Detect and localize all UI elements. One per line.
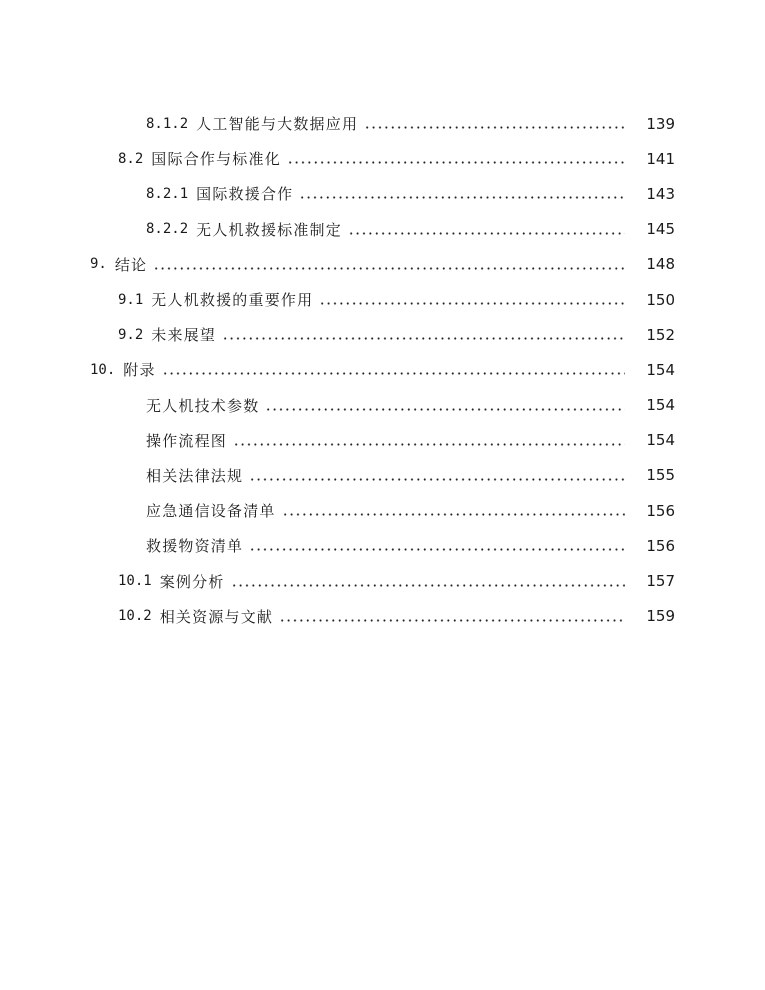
dot-leader xyxy=(282,513,625,516)
toc-entry-10-1[interactable] xyxy=(0,563,765,598)
toc-entry-page: 154 xyxy=(646,360,675,379)
toc-entry-number: 8.2.2 xyxy=(146,221,189,238)
toc-entry-8-2-2[interactable] xyxy=(0,212,765,247)
dot-leader xyxy=(299,196,625,199)
dot-leader xyxy=(348,232,625,235)
toc-entry-title: 案例分析 xyxy=(159,572,225,591)
toc-entry-page: 148 xyxy=(646,255,675,274)
dot-leader xyxy=(249,548,625,551)
toc-entry-page: 156 xyxy=(646,501,675,520)
table-of-contents xyxy=(0,106,765,634)
toc-entry-comm-equipment[interactable] xyxy=(0,493,765,528)
toc-entry-title: 结论 xyxy=(114,255,148,274)
toc-entry-8-2[interactable] xyxy=(0,141,765,176)
toc-entry-title: 无人机救援的重要作用 xyxy=(151,291,314,310)
toc-entry-10[interactable] xyxy=(0,352,765,387)
toc-entry-regulations[interactable] xyxy=(0,458,765,493)
dot-leader xyxy=(153,267,625,270)
toc-entry-page: 152 xyxy=(646,325,675,344)
toc-entry-page: 157 xyxy=(646,572,675,591)
dot-leader xyxy=(287,161,625,164)
toc-entry-flowchart[interactable] xyxy=(0,423,765,458)
toc-entry-page: 150 xyxy=(646,290,675,309)
dot-leader xyxy=(265,408,625,411)
dot-leader xyxy=(162,372,625,375)
toc-entry-title: 未来展望 xyxy=(151,326,217,345)
toc-entry-page: 156 xyxy=(646,536,675,555)
dot-leader xyxy=(319,302,625,305)
toc-entry-title: 附录 xyxy=(123,361,156,380)
toc-entry-page: 143 xyxy=(646,184,675,203)
toc-entry-number: 10. xyxy=(90,361,116,378)
toc-entry-8-2-1[interactable] xyxy=(0,176,765,211)
toc-entry-number: 9.2 xyxy=(118,326,144,343)
toc-entry-title: 相关资源与文献 xyxy=(159,607,274,626)
toc-entry-number: 9.1 xyxy=(118,291,144,308)
toc-entry-title: 操作流程图 xyxy=(146,431,228,450)
toc-entry-title: 国际合作与标准化 xyxy=(151,150,281,169)
toc-entry-number: 8.2.1 xyxy=(146,185,189,202)
toc-entry-page: 145 xyxy=(646,220,675,239)
toc-entry-9-2[interactable] xyxy=(0,317,765,352)
toc-entry-title: 救援物资清单 xyxy=(146,537,244,556)
toc-entry-10-2[interactable] xyxy=(0,599,765,634)
toc-entry-title: 相关法律法规 xyxy=(146,466,244,485)
toc-entry-supplies[interactable] xyxy=(0,528,765,563)
toc-entry-title: 无人机技术参数 xyxy=(146,396,260,415)
toc-entry-number: 8.2 xyxy=(118,150,144,167)
toc-entry-title: 人工智能与大数据应用 xyxy=(196,115,359,134)
toc-entry-page: 154 xyxy=(646,396,675,415)
toc-entry-page: 141 xyxy=(646,149,675,168)
toc-entry-page: 159 xyxy=(646,607,675,626)
dot-leader xyxy=(233,443,625,446)
toc-entry-number: 8.1.2 xyxy=(146,115,189,132)
toc-entry-title: 国际救援合作 xyxy=(196,185,294,204)
toc-entry-9[interactable] xyxy=(0,247,765,282)
toc-entry-number: 10.1 xyxy=(118,573,152,590)
toc-entry-page: 155 xyxy=(646,466,675,485)
toc-entry-title: 无人机救援标准制定 xyxy=(196,220,342,239)
toc-entry-8-1-2[interactable] xyxy=(0,106,765,141)
dot-leader xyxy=(231,584,625,587)
toc-entry-number: 9. xyxy=(90,256,107,273)
toc-entry-page: 139 xyxy=(646,114,675,133)
dot-leader xyxy=(222,337,625,340)
toc-entry-9-1[interactable] xyxy=(0,282,765,317)
toc-entry-number: 10.2 xyxy=(118,608,152,625)
dot-leader xyxy=(279,619,625,622)
dot-leader xyxy=(364,126,625,129)
toc-entry-drone-specs[interactable] xyxy=(0,388,765,423)
toc-entry-page: 154 xyxy=(646,431,675,450)
toc-entry-title: 应急通信设备清单 xyxy=(146,502,276,521)
dot-leader xyxy=(249,478,625,481)
